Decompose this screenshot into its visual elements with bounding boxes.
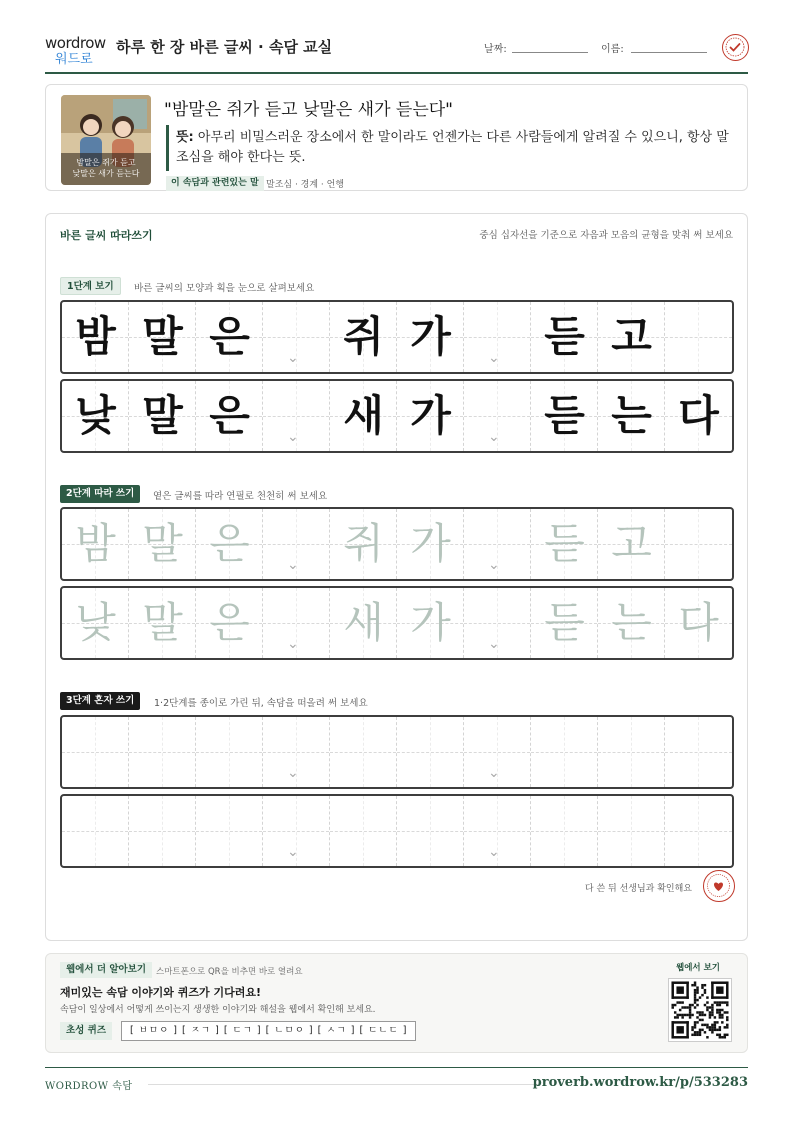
step3-row-1[interactable] xyxy=(60,715,734,789)
grid-cell[interactable] xyxy=(196,509,263,579)
logo-text-top: wordrow xyxy=(45,34,106,52)
grid-cell[interactable] xyxy=(531,588,598,658)
web-desc: 속담이 일상에서 어떻게 쓰이는지 생생한 이야기와 해설을 웹에서 확인해 보세요. xyxy=(60,1005,376,1015)
proverb-card xyxy=(45,84,748,191)
grid-cell xyxy=(196,302,263,372)
grid-cell[interactable] xyxy=(263,588,330,658)
grid-character: 밤 xyxy=(75,519,116,568)
step1-desc: 바른 글씨의 모양과 획을 눈으로 살펴보세요 xyxy=(134,283,315,294)
grid-cell xyxy=(531,381,598,451)
quiz-label: 초성 퀴즈 xyxy=(60,1022,112,1040)
grid-cell[interactable] xyxy=(62,717,129,787)
thumb-caption-1: 밤말은 쥐가 듣고 xyxy=(76,158,136,167)
name-field[interactable] xyxy=(631,52,707,53)
grid-cell xyxy=(464,381,531,451)
grid-character: 말 xyxy=(142,519,183,568)
grid-character: 는 xyxy=(611,598,652,647)
grid-cell xyxy=(598,302,665,372)
space-marker-icon: ⌄ xyxy=(287,557,299,573)
practice-panel xyxy=(45,213,748,941)
space-marker-icon: ⌄ xyxy=(488,765,500,781)
grid-cell[interactable] xyxy=(397,796,464,866)
meaning-accent-bar xyxy=(166,125,169,171)
practice-hint: 중심 십자선을 기준으로 자음과 모음의 균형을 맞춰 써 보세요 xyxy=(479,230,733,241)
grid-character: 고 xyxy=(611,519,652,568)
step2-row-1[interactable] xyxy=(60,507,734,581)
space-marker-icon: ⌄ xyxy=(287,350,299,366)
web-headline: 재미있는 속담 이야기와 퀴즈가 기다려요! xyxy=(60,986,261,999)
grid-cell xyxy=(263,302,330,372)
grid-cell[interactable] xyxy=(531,509,598,579)
grid-cell[interactable] xyxy=(665,588,732,658)
grid-cell[interactable] xyxy=(665,796,732,866)
page-title: 하루 한 장 바른 글씨 · 속담 교실 xyxy=(116,38,333,56)
grid-character: 은 xyxy=(209,312,250,361)
proverb-illustration xyxy=(61,95,151,185)
grid-cell xyxy=(263,381,330,451)
related-label: 이 속담과 관련있는 말 xyxy=(166,176,264,191)
grid-character: 쥐 xyxy=(343,519,384,568)
grid-cell xyxy=(531,302,598,372)
grid-cell xyxy=(330,302,397,372)
grid-character: 가 xyxy=(410,312,451,361)
grid-cell xyxy=(665,381,732,451)
grid-character: 말 xyxy=(142,391,183,440)
grid-cell xyxy=(196,381,263,451)
grid-cell[interactable] xyxy=(129,588,196,658)
grid-cell xyxy=(62,302,129,372)
grid-character: 은 xyxy=(209,391,250,440)
step1-row-1 xyxy=(60,300,734,374)
grid-cell[interactable] xyxy=(196,796,263,866)
space-marker-icon: ⌄ xyxy=(488,844,500,860)
teacher-check-note: 다 쓴 뒤 선생님과 확인해요 xyxy=(584,884,692,894)
grid-cell[interactable] xyxy=(330,588,397,658)
grid-character: 밤 xyxy=(75,312,116,361)
qr-code-icon[interactable] xyxy=(668,978,732,1042)
step3-row-2[interactable] xyxy=(60,794,734,868)
footer-brand: WORDROW 속담 xyxy=(45,1081,133,1092)
grid-cell xyxy=(665,302,732,372)
grid-character: 가 xyxy=(410,391,451,440)
grid-cell xyxy=(129,381,196,451)
grid-cell[interactable] xyxy=(598,588,665,658)
grid-cell[interactable] xyxy=(598,796,665,866)
grid-cell[interactable] xyxy=(263,717,330,787)
step1-badge: 1단계 보기 xyxy=(60,277,121,295)
grid-cell[interactable] xyxy=(397,509,464,579)
grid-cell xyxy=(129,302,196,372)
grid-cell[interactable] xyxy=(464,509,531,579)
grid-character: 듣 xyxy=(544,312,585,361)
heart-stamp-icon xyxy=(703,870,735,902)
grid-cell[interactable] xyxy=(397,717,464,787)
grid-cell[interactable] xyxy=(62,796,129,866)
grid-cell[interactable] xyxy=(464,796,531,866)
meaning-text: 아무리 비밀스러운 장소에서 한 말이라도 언젠가는 다른 사람들에게 알려질 수 있으니, 항상 말조심을 해야 한다는 뜻. xyxy=(176,130,729,165)
grid-cell xyxy=(397,302,464,372)
step2-desc: 옅은 글씨를 따라 연필로 천천히 써 보세요 xyxy=(153,491,328,502)
grid-cell[interactable] xyxy=(531,717,598,787)
web-tag: 웹에서 더 알아보기 xyxy=(60,962,152,978)
grid-cell[interactable] xyxy=(129,796,196,866)
grid-cell[interactable] xyxy=(665,509,732,579)
grid-cell[interactable] xyxy=(62,509,129,579)
grid-cell[interactable] xyxy=(330,796,397,866)
grid-cell[interactable] xyxy=(464,717,531,787)
space-marker-icon: ⌄ xyxy=(488,636,500,652)
grid-character: 가 xyxy=(410,598,451,647)
grid-character: 다 xyxy=(678,598,719,647)
grid-character: 은 xyxy=(209,519,250,568)
grid-cell[interactable] xyxy=(531,796,598,866)
grid-cell xyxy=(62,381,129,451)
grid-cell xyxy=(397,381,464,451)
check-stamp-icon xyxy=(722,34,749,61)
practice-title: 바른 글씨 따라쓰기 xyxy=(60,229,153,242)
proverb-meaning xyxy=(176,128,731,168)
date-field[interactable] xyxy=(512,52,588,53)
grid-cell[interactable] xyxy=(330,509,397,579)
grid-cell[interactable] xyxy=(129,509,196,579)
grid-character: 듣 xyxy=(544,391,585,440)
grid-character: 듣 xyxy=(544,598,585,647)
grid-cell[interactable] xyxy=(598,509,665,579)
grid-cell xyxy=(598,381,665,451)
grid-cell[interactable] xyxy=(62,588,129,658)
grid-cell[interactable] xyxy=(196,588,263,658)
space-marker-icon: ⌄ xyxy=(287,636,299,652)
grid-character: 쥐 xyxy=(343,312,384,361)
grid-cell[interactable] xyxy=(263,796,330,866)
space-marker-icon: ⌄ xyxy=(488,429,500,445)
name-label: 이름: xyxy=(601,44,624,55)
grid-cell[interactable] xyxy=(263,509,330,579)
grid-cell[interactable] xyxy=(598,717,665,787)
logo-text-bottom: 워드로 xyxy=(55,52,93,67)
step1-row-2 xyxy=(60,379,734,453)
grid-character: 낮 xyxy=(75,391,116,440)
footer-divider xyxy=(148,1084,538,1085)
grid-character: 고 xyxy=(611,312,652,361)
grid-character: 는 xyxy=(611,391,652,440)
grid-character: 새 xyxy=(343,598,384,647)
step3-desc: 1·2단계를 종이로 가린 뒤, 속담을 떠올려 써 보세요 xyxy=(154,698,368,709)
grid-character: 새 xyxy=(343,391,384,440)
wordrow-logo[interactable] xyxy=(45,34,111,67)
web-note: 스마트폰으로 QR을 비추면 바로 열려요 xyxy=(156,967,303,977)
grid-character: 듣 xyxy=(544,519,585,568)
thumb-caption-2: 낮말은 새가 듣는다 xyxy=(72,169,140,178)
proverb-title: "밤말은 쥐가 듣고 낮말은 새가 듣는다" xyxy=(164,100,453,120)
web-section xyxy=(45,953,748,1053)
grid-character: 낮 xyxy=(75,598,116,647)
grid-cell xyxy=(330,381,397,451)
step2-badge: 2단계 따라 쓰기 xyxy=(60,485,140,503)
page-footer xyxy=(45,1067,748,1097)
related-words: 말조심 · 경계 · 언행 xyxy=(266,180,345,190)
space-marker-icon: ⌄ xyxy=(488,557,500,573)
space-marker-icon: ⌄ xyxy=(287,765,299,781)
grid-character: 말 xyxy=(142,312,183,361)
grid-cell[interactable] xyxy=(464,588,531,658)
grid-cell xyxy=(464,302,531,372)
step2-row-2[interactable] xyxy=(60,586,734,660)
grid-character: 다 xyxy=(678,391,719,440)
step3-badge: 3단계 혼자 쓰기 xyxy=(60,692,140,710)
grid-character: 말 xyxy=(142,598,183,647)
grid-cell[interactable] xyxy=(330,717,397,787)
grid-cell[interactable] xyxy=(196,717,263,787)
footer-url-link[interactable]: proverb.wordrow.kr/p/533283 xyxy=(532,1075,748,1090)
space-marker-icon: ⌄ xyxy=(287,844,299,860)
quiz-answers: [ ㅂㅁㅇ ] [ ㅈㄱ ] [ ㄷㄱ ] [ ㄴㅁㅇ ] [ ㅅㄱ ] [ ㄷㄴㄷ ] xyxy=(121,1021,416,1041)
grid-cell[interactable] xyxy=(665,717,732,787)
date-label: 날짜: xyxy=(484,44,507,55)
grid-cell[interactable] xyxy=(397,588,464,658)
space-marker-icon: ⌄ xyxy=(287,429,299,445)
meaning-label: 뜻: xyxy=(176,130,194,145)
grid-character: 가 xyxy=(410,519,451,568)
grid-character: 은 xyxy=(209,598,250,647)
grid-cell[interactable] xyxy=(129,717,196,787)
qr-label: 웹에서 보기 xyxy=(676,963,721,973)
page-header xyxy=(45,30,748,74)
space-marker-icon: ⌄ xyxy=(488,350,500,366)
